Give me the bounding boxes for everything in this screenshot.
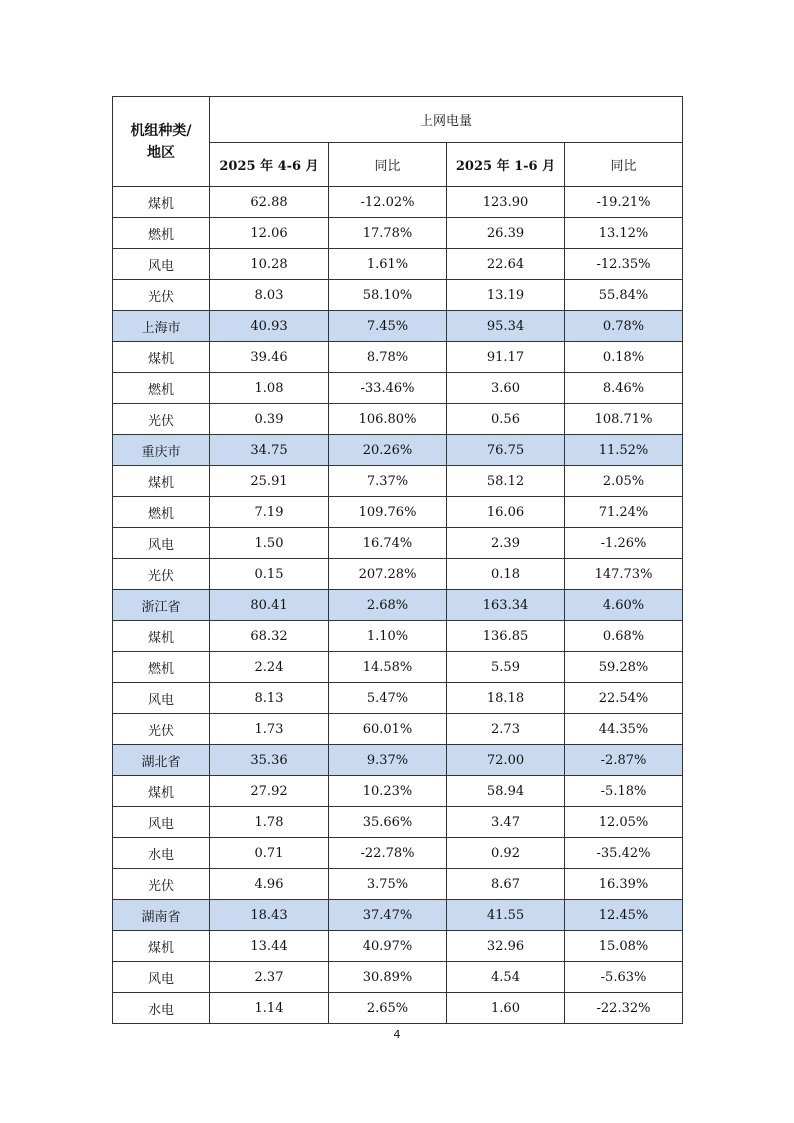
cell-h1-yoy: 13.12% (565, 218, 683, 249)
cell-q2: 12.06 (210, 218, 329, 249)
cell-q2-yoy: 1.61% (329, 249, 447, 280)
cell-h1: 13.19 (447, 280, 565, 311)
cell-q2-yoy: 40.97% (329, 931, 447, 962)
table-row (113, 807, 683, 838)
cell-h1: 26.39 (447, 218, 565, 249)
cell-q2: 35.36 (210, 745, 329, 776)
cell-name: 光伏 (113, 559, 210, 590)
cell-name: 风电 (113, 807, 210, 838)
cell-name: 燃机 (113, 373, 210, 404)
table-row (113, 993, 683, 1024)
cell-name: 煤机 (113, 931, 210, 962)
cell-q2: 2.24 (210, 652, 329, 683)
cell-name: 浙江省 (113, 590, 210, 621)
region-row (113, 590, 683, 621)
cell-h1: 3.47 (447, 807, 565, 838)
cell-h1: 58.94 (447, 776, 565, 807)
cell-name: 光伏 (113, 869, 210, 900)
table-row (113, 249, 683, 280)
table-row (113, 280, 683, 311)
cell-h1: 4.54 (447, 962, 565, 993)
cell-name: 水电 (113, 838, 210, 869)
group-header: 上网电量 (210, 97, 683, 143)
cell-h1-yoy: 11.52% (565, 435, 683, 466)
cell-h1-yoy: 108.71% (565, 404, 683, 435)
cell-q2-yoy: 7.45% (329, 311, 447, 342)
cell-h1-yoy: 12.05% (565, 807, 683, 838)
cell-h1-yoy: 16.39% (565, 869, 683, 900)
cell-h1: 2.39 (447, 528, 565, 559)
cell-name: 光伏 (113, 404, 210, 435)
cell-name: 煤机 (113, 466, 210, 497)
table-row (113, 342, 683, 373)
cell-q2: 68.32 (210, 621, 329, 652)
cell-q2-yoy: 5.47% (329, 683, 447, 714)
cell-q2: 10.28 (210, 249, 329, 280)
table-row (113, 776, 683, 807)
cell-q2: 18.43 (210, 900, 329, 931)
cell-h1-yoy: -19.21% (565, 187, 683, 218)
cell-name: 燃机 (113, 652, 210, 683)
cell-q2: 40.93 (210, 311, 329, 342)
cell-name: 湖南省 (113, 900, 210, 931)
cell-h1-yoy: 2.05% (565, 466, 683, 497)
cell-h1: 0.92 (447, 838, 565, 869)
corner-header-line-2: 地区 (147, 144, 175, 161)
cell-q2: 0.71 (210, 838, 329, 869)
cell-name: 光伏 (113, 280, 210, 311)
col-header-h1: 2025 年 1-6 月 (447, 143, 565, 187)
corner-header-line-1: 机组种类/ (130, 122, 192, 139)
cell-name: 风电 (113, 528, 210, 559)
cell-h1: 123.90 (447, 187, 565, 218)
cell-q2: 1.08 (210, 373, 329, 404)
cell-q2-yoy: -12.02% (329, 187, 447, 218)
cell-q2-yoy: 35.66% (329, 807, 447, 838)
cell-h1-yoy: 0.78% (565, 311, 683, 342)
cell-h1: 0.18 (447, 559, 565, 590)
cell-q2: 62.88 (210, 187, 329, 218)
cell-h1: 1.60 (447, 993, 565, 1024)
cell-q2: 80.41 (210, 590, 329, 621)
cell-q2: 39.46 (210, 342, 329, 373)
cell-q2-yoy: 8.78% (329, 342, 447, 373)
cell-h1-yoy: 4.60% (565, 590, 683, 621)
cell-h1: 32.96 (447, 931, 565, 962)
cell-h1: 3.60 (447, 373, 565, 404)
col-header-q2: 2025 年 4-6 月 (210, 143, 329, 187)
cell-q2: 1.50 (210, 528, 329, 559)
cell-h1-yoy: -22.32% (565, 993, 683, 1024)
cell-h1-yoy: 55.84% (565, 280, 683, 311)
cell-h1: 0.56 (447, 404, 565, 435)
cell-q2-yoy: 30.89% (329, 962, 447, 993)
cell-h1: 5.59 (447, 652, 565, 683)
cell-name: 水电 (113, 993, 210, 1024)
cell-h1: 76.75 (447, 435, 565, 466)
cell-q2: 7.19 (210, 497, 329, 528)
cell-name: 上海市 (113, 311, 210, 342)
cell-q2: 13.44 (210, 931, 329, 962)
cell-h1: 163.34 (447, 590, 565, 621)
cell-h1-yoy: 59.28% (565, 652, 683, 683)
cell-h1: 2.73 (447, 714, 565, 745)
table-row (113, 683, 683, 714)
cell-q2-yoy: 1.10% (329, 621, 447, 652)
col-header-h1-yoy: 同比 (565, 143, 683, 187)
cell-q2-yoy: -33.46% (329, 373, 447, 404)
cell-q2-yoy: 207.28% (329, 559, 447, 590)
cell-q2-yoy: 9.37% (329, 745, 447, 776)
cell-q2-yoy: 17.78% (329, 218, 447, 249)
cell-q2-yoy: 16.74% (329, 528, 447, 559)
cell-q2-yoy: 10.23% (329, 776, 447, 807)
cell-h1: 8.67 (447, 869, 565, 900)
table-row (113, 404, 683, 435)
cell-q2: 0.15 (210, 559, 329, 590)
table-row (113, 621, 683, 652)
cell-name: 燃机 (113, 497, 210, 528)
cell-h1-yoy: 12.45% (565, 900, 683, 931)
cell-name: 煤机 (113, 342, 210, 373)
cell-name: 煤机 (113, 621, 210, 652)
cell-q2: 1.14 (210, 993, 329, 1024)
cell-h1: 136.85 (447, 621, 565, 652)
table-row (113, 838, 683, 869)
cell-q2: 8.13 (210, 683, 329, 714)
table-row (113, 218, 683, 249)
cell-h1-yoy: -1.26% (565, 528, 683, 559)
cell-name: 风电 (113, 683, 210, 714)
cell-q2: 8.03 (210, 280, 329, 311)
cell-h1: 95.34 (447, 311, 565, 342)
table-row (113, 931, 683, 962)
table-row (113, 373, 683, 404)
cell-name: 风电 (113, 249, 210, 280)
cell-h1: 72.00 (447, 745, 565, 776)
cell-h1-yoy: -5.63% (565, 962, 683, 993)
cell-q2-yoy: 106.80% (329, 404, 447, 435)
cell-h1: 18.18 (447, 683, 565, 714)
cell-name: 燃机 (113, 218, 210, 249)
page-number: 4 (393, 1028, 401, 1041)
cell-q2-yoy: 60.01% (329, 714, 447, 745)
cell-h1-yoy: 44.35% (565, 714, 683, 745)
cell-q2-yoy: -22.78% (329, 838, 447, 869)
cell-q2: 1.73 (210, 714, 329, 745)
cell-q2-yoy: 2.65% (329, 993, 447, 1024)
cell-q2-yoy: 58.10% (329, 280, 447, 311)
cell-q2-yoy: 109.76% (329, 497, 447, 528)
table-body (113, 187, 683, 1024)
table-row (113, 559, 683, 590)
cell-name: 风电 (113, 962, 210, 993)
cell-name: 重庆市 (113, 435, 210, 466)
cell-name: 煤机 (113, 776, 210, 807)
cell-h1: 16.06 (447, 497, 565, 528)
cell-q2-yoy: 7.37% (329, 466, 447, 497)
region-row (113, 311, 683, 342)
cell-h1-yoy: 22.54% (565, 683, 683, 714)
table-row (113, 497, 683, 528)
cell-q2-yoy: 2.68% (329, 590, 447, 621)
table-row (113, 714, 683, 745)
table-row (113, 869, 683, 900)
cell-h1-yoy: -5.18% (565, 776, 683, 807)
cell-h1-yoy: 8.46% (565, 373, 683, 404)
cell-q2-yoy: 3.75% (329, 869, 447, 900)
region-row (113, 900, 683, 931)
cell-h1-yoy: 0.68% (565, 621, 683, 652)
cell-h1: 58.12 (447, 466, 565, 497)
table-row (113, 528, 683, 559)
cell-q2-yoy: 14.58% (329, 652, 447, 683)
power-generation-table (112, 96, 683, 1024)
table-row (113, 187, 683, 218)
cell-h1: 91.17 (447, 342, 565, 373)
corner-header (113, 97, 210, 187)
cell-h1: 22.64 (447, 249, 565, 280)
cell-h1-yoy: -12.35% (565, 249, 683, 280)
cell-h1-yoy: -35.42% (565, 838, 683, 869)
cell-q2: 25.91 (210, 466, 329, 497)
table-row (113, 962, 683, 993)
cell-q2-yoy: 37.47% (329, 900, 447, 931)
cell-h1-yoy: -2.87% (565, 745, 683, 776)
cell-q2: 0.39 (210, 404, 329, 435)
cell-h1-yoy: 71.24% (565, 497, 683, 528)
table-row (113, 466, 683, 497)
cell-name: 光伏 (113, 714, 210, 745)
cell-name: 湖北省 (113, 745, 210, 776)
cell-h1-yoy: 147.73% (565, 559, 683, 590)
region-row (113, 745, 683, 776)
cell-q2: 1.78 (210, 807, 329, 838)
cell-h1-yoy: 15.08% (565, 931, 683, 962)
cell-q2: 2.37 (210, 962, 329, 993)
cell-q2: 27.92 (210, 776, 329, 807)
table-row (113, 652, 683, 683)
cell-q2-yoy: 20.26% (329, 435, 447, 466)
cell-h1: 41.55 (447, 900, 565, 931)
region-row (113, 435, 683, 466)
col-header-q2-yoy: 同比 (329, 143, 447, 187)
cell-h1-yoy: 0.18% (565, 342, 683, 373)
cell-q2: 34.75 (210, 435, 329, 466)
cell-name: 煤机 (113, 187, 210, 218)
cell-q2: 4.96 (210, 869, 329, 900)
